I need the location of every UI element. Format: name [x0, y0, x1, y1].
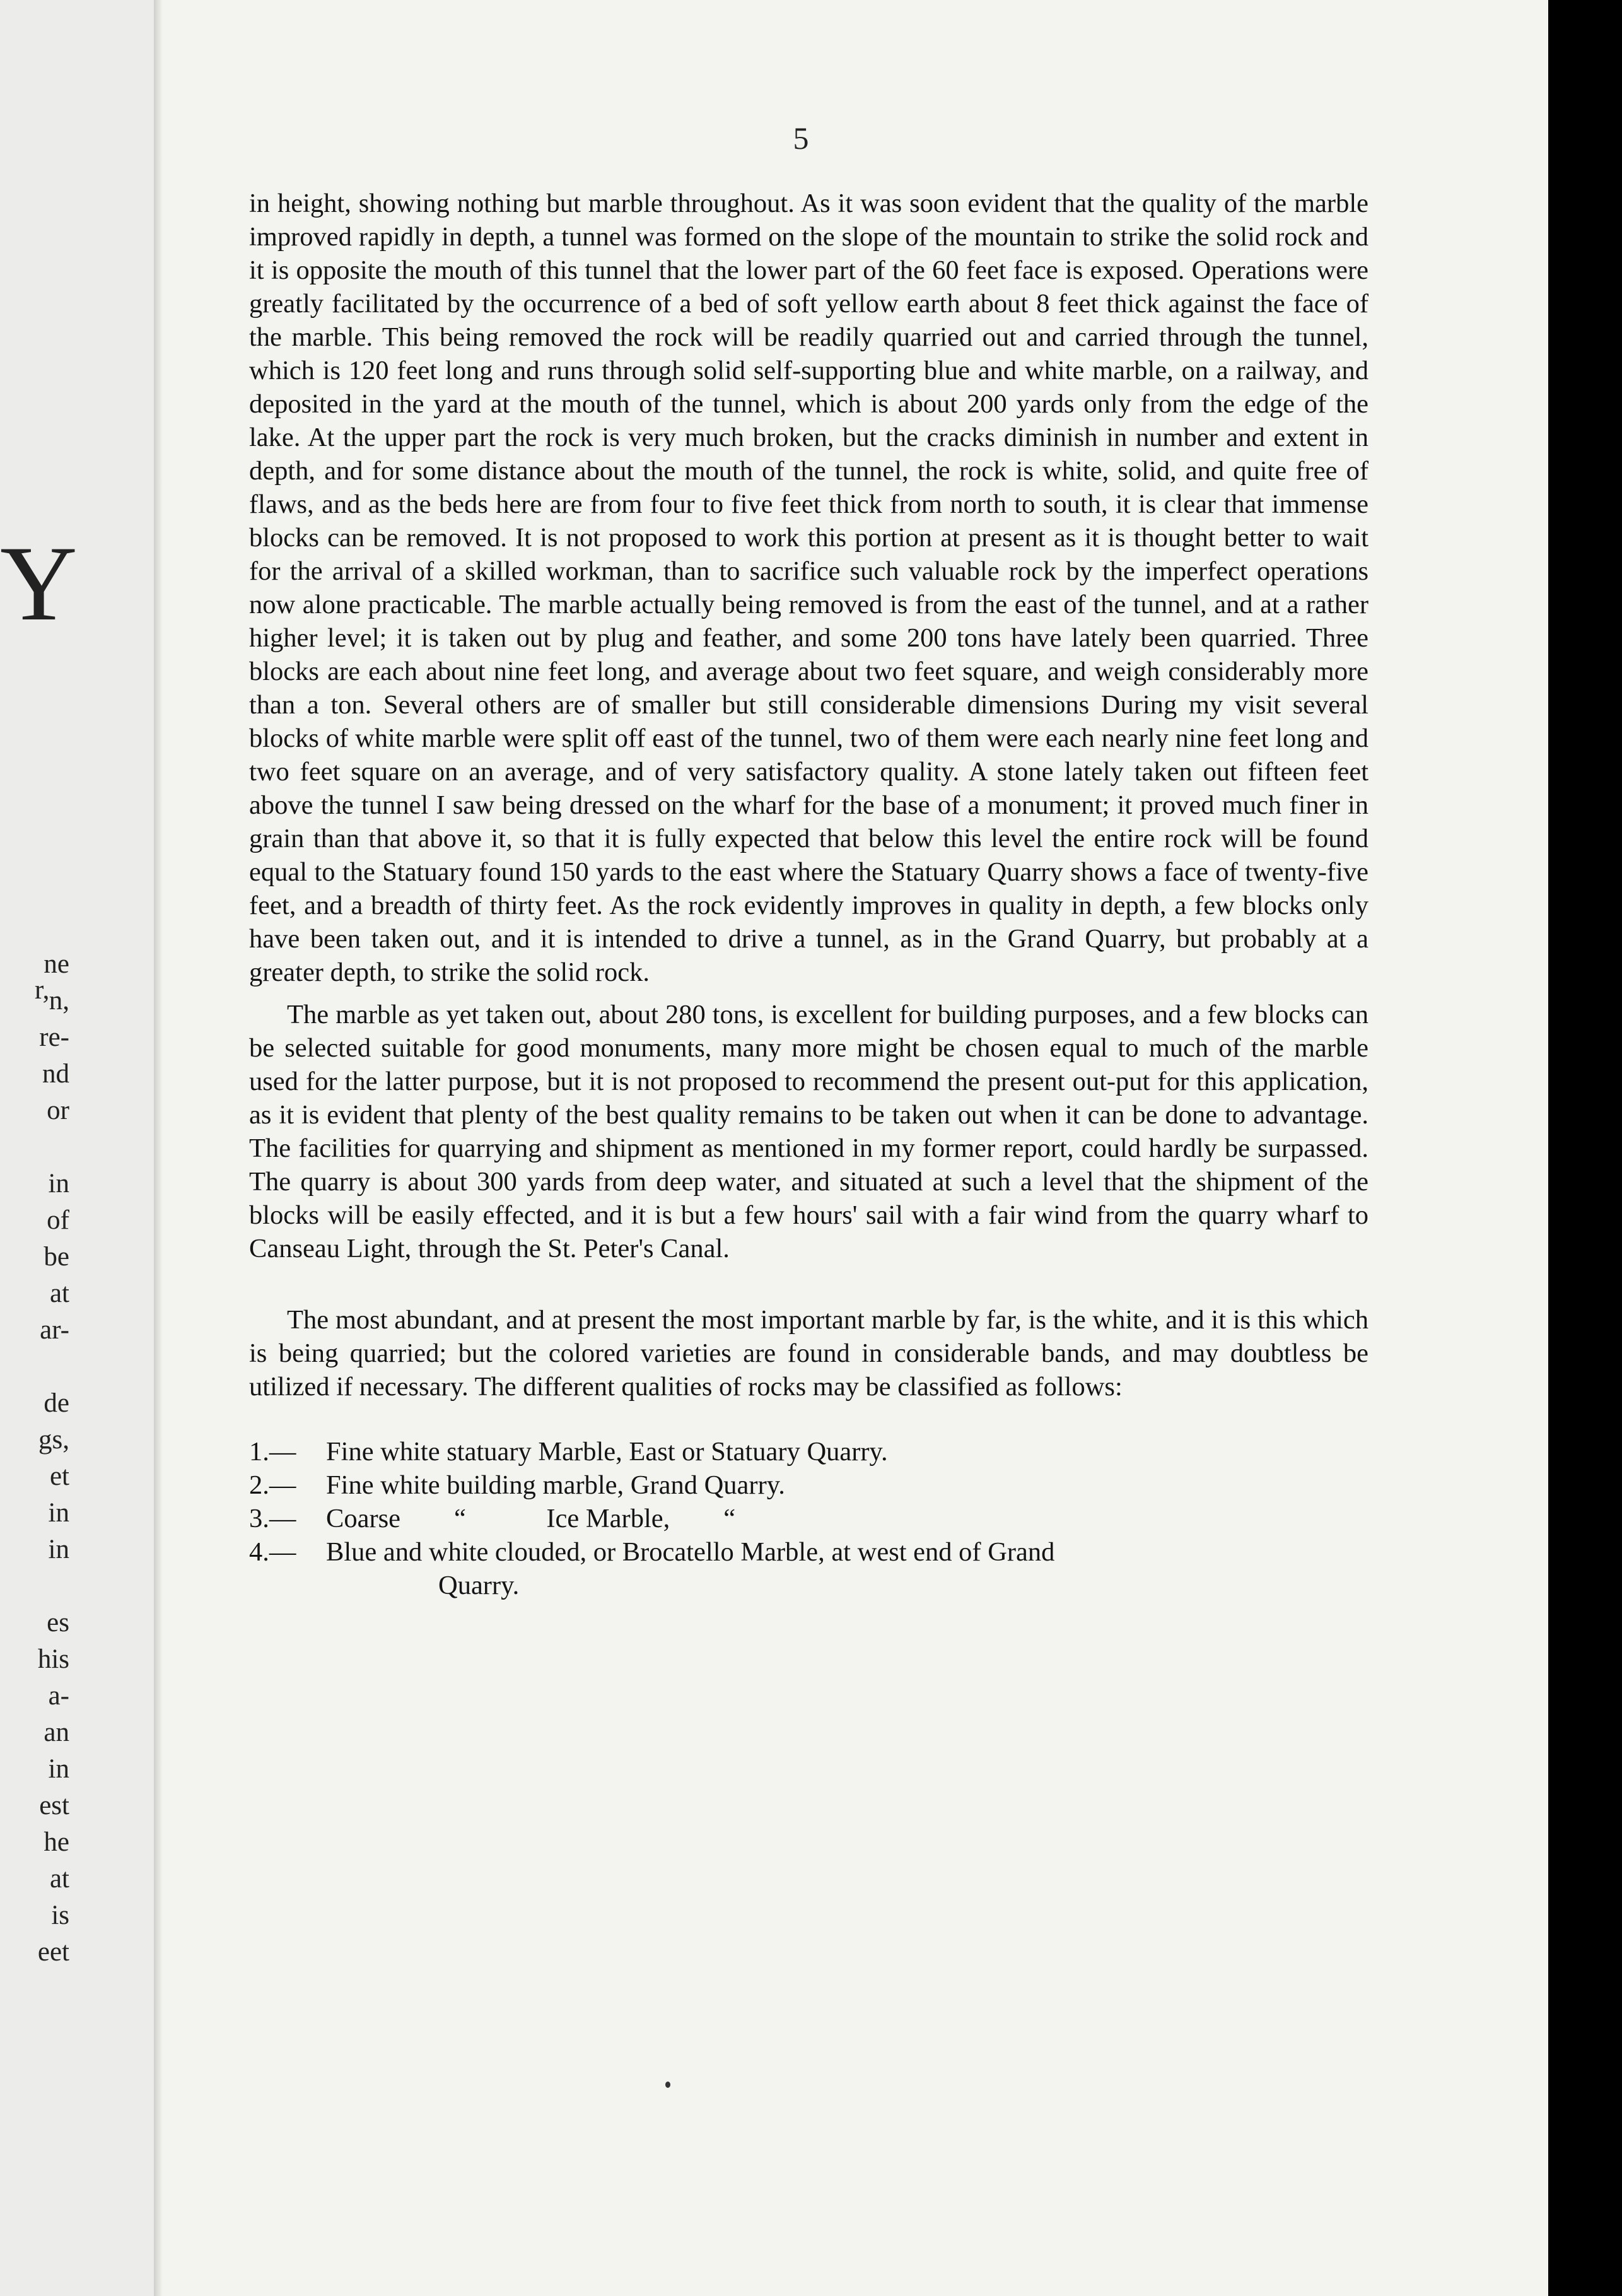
body-text	[249, 187, 1368, 1602]
page-fold-shadow	[154, 0, 163, 2296]
left-fragment: ar-	[40, 1315, 69, 1345]
left-fragment: of	[47, 1205, 69, 1235]
previous-page-edge	[0, 0, 156, 2296]
left-fragment: he	[44, 1827, 69, 1857]
list-item	[249, 1468, 1368, 1502]
paragraph-3: The most abundant, and at present the most important marble by far, is the white, and it is this which is being quarried; but the colored varieties are found in considerable bands, and may doubtless be utilized if necessary. The different qualities of rocks may be classified as follows:	[249, 1305, 1368, 1402]
left-fragment	[0, 1129, 69, 1166]
left-fragment	[0, 1568, 69, 1605]
left-fragment: et	[49, 1461, 69, 1491]
left-page-big-letter: Y	[0, 524, 78, 643]
left-fragment: in	[48, 1498, 69, 1528]
left-fragment: a-	[48, 1681, 69, 1711]
left-fragment: gs,	[38, 1425, 69, 1455]
list-number: 2.—	[249, 1470, 296, 1500]
left-fragment	[0, 1349, 69, 1385]
left-fragment: is	[51, 1901, 69, 1930]
left-fragment: re-	[39, 1022, 69, 1052]
rock-classification-list	[249, 1435, 1368, 1602]
list-text: Blue and white clouded, or Brocatello Marble, at west end of Grand	[326, 1537, 1055, 1567]
paragraph-1: in height, showing nothing but marble throughout. As it was soon evident that the quality of the marble improved rapidly in depth, a tunnel was formed on the slope of the mountain to strike the solid rock and it is opposite the mouth of this tunnel that the lower part of the 60 feet face is exposed. Operations were greatly facilitated by the occurrence of a bed of soft yellow earth about 8 feet thick against the face of the marble. This being removed the rock will be readily quarried out and carried through the tunnel, which is 120 feet long and runs through solid self-supporting blue and white marble, on a railway, and deposited in the yard at the mouth of the tunnel, which is about 200 yards only from the edge of the lake. At the upper part the rock is very much broken, but the cracks diminish in number and extent in depth, and for some distance about the mouth of the tunnel, the rock is white, solid, and quite free of flaws, and as the beds here are from four to five feet thick from north to south, it is clear that immense blocks can be removed. It is not proposed to work this portion at present as it is thought better to wait for the arrival of a skilled workman, than to sacrifice such valuable rock by the imperfect operations now alone practicable. The marble actually being removed is from the east of the tunnel, and at a rather higher level; it is taken out by plug and feather, and some 200 tons have lately been quarried. Three blocks are each about nine feet long, and average about two feet square, and weigh considerably more than a ton. Several others are of smaller but still considerable dimensions During my visit several blocks of white marble were split off east of the tunnel, two of them were each nearly nine feet long and two feet square on an average, and of very satisfactory quality. A stone lately taken out fifteen feet above the tunnel I saw being dressed on the wharf for the base of a monument; it proved much finer in grain than that above it, so that it is fully expected that below this level the entire rock will be found equal to the Statuary found 150 yards to the east where the Statuary Quarry shows a face of twenty-five feet, and a breadth of thirty feet. As the rock evidently improves in quality in depth, a few blocks only have been taken out, and it is intended to drive a tunnel, as in the Grand Quarry, but probably at a greater depth, to strike the solid rock.	[249, 189, 1368, 987]
left-fragment: an	[44, 1718, 69, 1747]
left-fragment: eet	[37, 1937, 69, 1967]
left-fragment: in	[48, 1754, 69, 1784]
left-page-mid-fragment: r,	[35, 975, 50, 1005]
list-item-continuation: Quarry.	[438, 1571, 520, 1600]
left-fragment: be	[44, 1242, 69, 1272]
page-number: 5	[793, 120, 809, 156]
left-fragment: in	[48, 1169, 69, 1198]
left-fragment: de	[44, 1388, 69, 1418]
left-fragment: es	[47, 1608, 69, 1637]
left-fragment: nd	[42, 1059, 69, 1089]
list-text: Coarse “ Ice Marble, “	[326, 1504, 736, 1533]
list-item	[249, 1502, 1368, 1535]
left-fragment: n,	[49, 986, 69, 1016]
list-number: 1.—	[249, 1437, 296, 1467]
left-fragment: at	[49, 1279, 69, 1308]
list-item	[249, 1535, 1368, 1569]
left-fragment: in	[48, 1535, 69, 1564]
paragraph-2: The marble as yet taken out, about 280 tons, is excellent for building purposes, and a few blocks can be selected suitable for good monuments, many more might be chosen equal to much of the marble used for the latter purpose, but it is not proposed to recommend the present out-put for this application, as it is evident that plenty of the best quality remains to be taken out when it can be done to advantage. The facilities for quarrying and shipment as mentioned in my former report, could hardly be surpassed. The quarry is about 300 yards from deep water, and situated at such a level that the shipment of the blocks will be easily effected, and it is but a few hours' sail with a fair wind from the quarry wharf to Canseau Light, through the St. Peter's Canal.	[249, 1000, 1368, 1263]
list-item	[249, 1435, 1368, 1468]
ink-speck	[665, 2082, 670, 2088]
list-text: Fine white statuary Marble, East or Statuary Quarry.	[326, 1437, 888, 1467]
left-fragment: at	[49, 1864, 69, 1894]
left-page-line-fragments	[0, 946, 69, 1971]
left-fragment: est	[39, 1791, 69, 1820]
list-number: 4.—	[249, 1537, 296, 1567]
left-fragment: ne	[44, 949, 69, 979]
left-fragment: his	[37, 1644, 69, 1674]
list-text: Fine white building marble, Grand Quarry.	[326, 1470, 785, 1500]
list-number: 3.—	[249, 1504, 296, 1533]
left-fragment: or	[47, 1096, 69, 1125]
